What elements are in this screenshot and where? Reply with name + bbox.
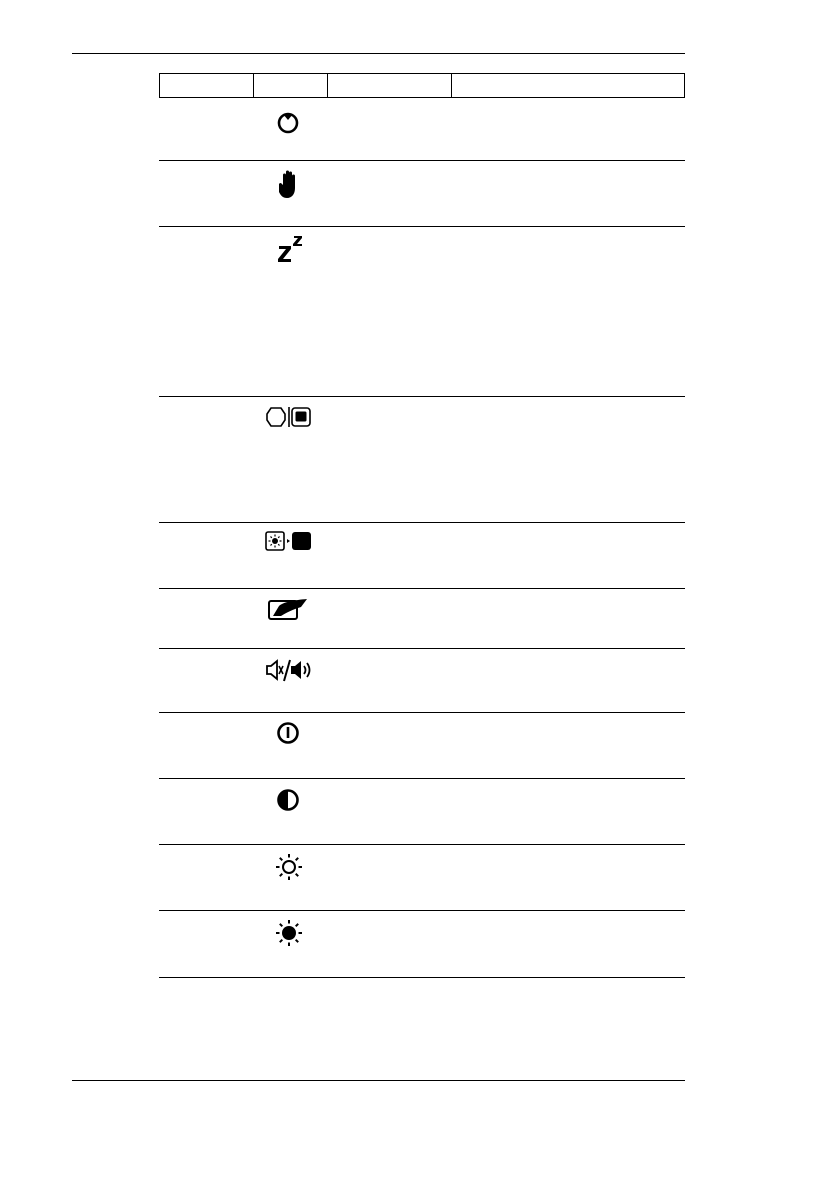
brightness-screen-toggle-icon (265, 530, 313, 552)
brightness-high-icon (274, 918, 304, 948)
mute-speaker-icon (265, 657, 313, 683)
display-switch-icon (265, 406, 313, 428)
header-cell (327, 74, 452, 97)
row-divider (159, 522, 685, 523)
touchpad-pen-icon (267, 597, 309, 621)
header-cell (253, 74, 328, 97)
hand-stop-icon (278, 169, 300, 199)
table-header-row (159, 73, 685, 98)
row-divider (159, 778, 685, 779)
row-divider (159, 977, 685, 978)
brightness-low-icon (274, 852, 304, 882)
row-divider (159, 712, 685, 713)
row-divider (159, 160, 685, 161)
header-cell (451, 74, 684, 97)
header-cell (160, 74, 254, 97)
page-bottom-rule (72, 1080, 685, 1081)
contrast-icon (276, 788, 300, 812)
page-top-rule (72, 53, 685, 54)
row-divider (159, 588, 685, 589)
checkmark-circle-icon (276, 110, 300, 134)
row-divider (159, 648, 685, 649)
row-divider (159, 396, 685, 397)
row-divider (159, 226, 685, 227)
power-icon (276, 721, 300, 745)
row-divider (159, 910, 685, 911)
sleep-zz-icon (277, 234, 305, 264)
row-divider (159, 844, 685, 845)
